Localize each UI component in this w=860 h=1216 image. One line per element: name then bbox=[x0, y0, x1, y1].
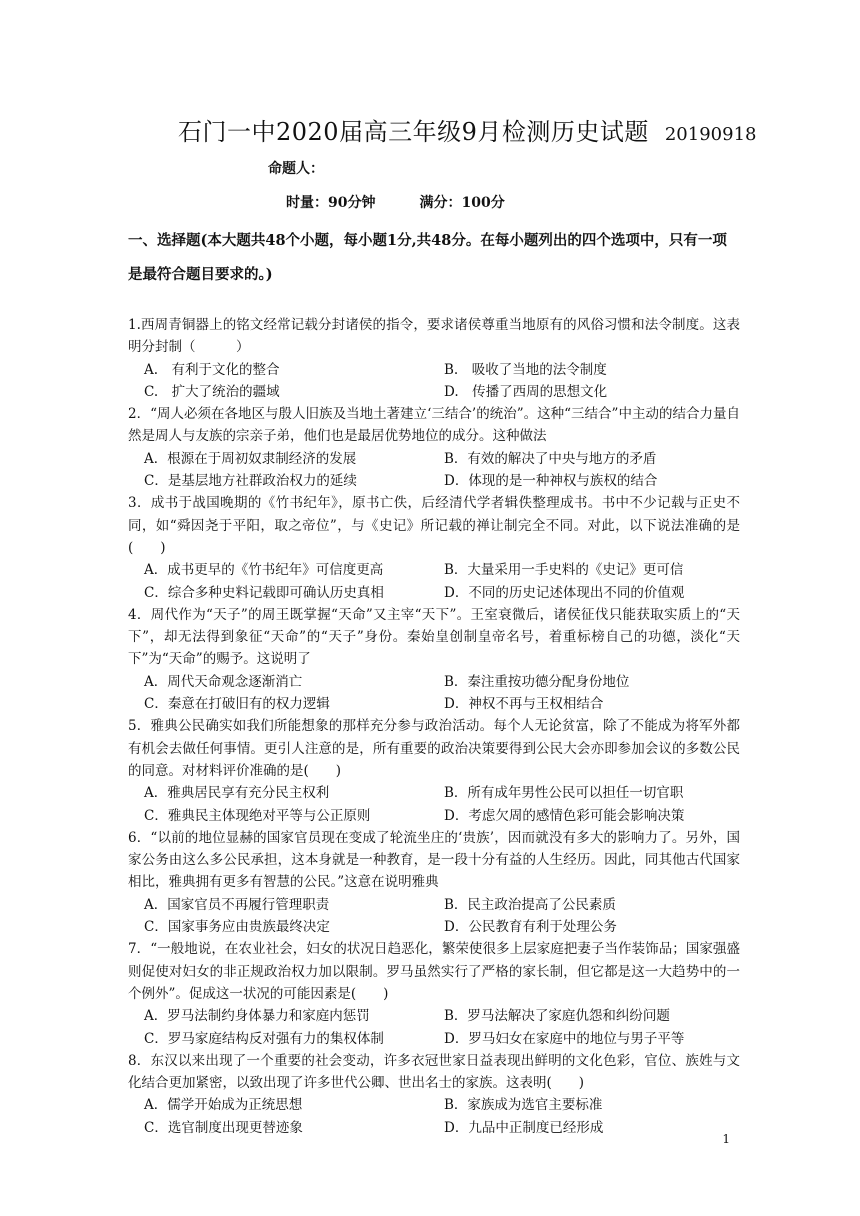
question-5 bbox=[128, 715, 740, 826]
option-d: D．九品中正制度已经形成 bbox=[444, 1119, 604, 1136]
option-b: B．秦注重按功德分配身份地位 bbox=[444, 673, 630, 690]
option-b: B．大量采用一手史料的《史记》更可信 bbox=[444, 562, 684, 579]
option-d: D. 传播了西周的思想文化 bbox=[444, 383, 608, 400]
option-d: D．考虑欠周的感情色彩可能会影响决策 bbox=[444, 807, 685, 824]
question-7 bbox=[128, 938, 740, 1049]
option-d: D．不同的历史记述体现出不同的价值观 bbox=[444, 584, 685, 601]
question-1 bbox=[128, 314, 740, 403]
option-c: C．国家事务应由贵族最终决定 bbox=[144, 919, 330, 936]
option-b: B．有效的解决了中央与地方的矛盾 bbox=[444, 450, 657, 467]
option-a: A．雅典居民享有充分民主权利 bbox=[144, 785, 330, 802]
question-3 bbox=[128, 492, 740, 603]
question-stem: 2．“周人必须在各地区与殷人旧族及当地土著建立‘三结合’的统治”。这种“三结合”中主动的结合力量自然是周人与友族的宗亲子弟，他们也是最居优势地位的成分。这种做法 bbox=[128, 406, 740, 445]
question-stem: 3．成书于战国晚期的《竹书纪年》，原书亡佚，后经清代学者辑佚整理成书。书中不少记载与正史不同，如“舜因尧于平阳，取之帝位”，与《史记》所记载的禅让制完全不同。对此，以下说法准确的是( ) bbox=[128, 495, 740, 556]
option-c: C．雅典民主体现绝对平等与公正原则 bbox=[144, 807, 371, 824]
exam-date: 20190918 bbox=[664, 124, 757, 145]
question-8 bbox=[128, 1050, 740, 1139]
option-b: B．家族成为选官主要标准 bbox=[444, 1097, 603, 1114]
option-a: A．罗马法制约身体暴力和家庭内惩罚 bbox=[144, 1008, 370, 1025]
option-c: C. 扩大了统治的疆域 bbox=[144, 383, 280, 400]
option-c: C．罗马家庭结构反对强有力的集权体制 bbox=[144, 1030, 384, 1047]
title-text: 石门一中2020届高三年级9月检测历史试题 bbox=[178, 118, 649, 146]
option-b: B．所有成年男性公民可以担任一切官职 bbox=[444, 785, 684, 802]
option-a: A．成书更早的《竹书纪年》可信度更高 bbox=[144, 562, 384, 579]
question-stem: 7．“一般地说，在农业社会，妇女的状况日趋恶化，繁荣使很多上层家庭把妻子当作装饰品；国家强盛则促使对妇女的非正规政治权力加以限制。罗马虽然实行了严格的家长制，但它都是这一大趋势中的一个例外”。促成这一状况的可能因素是( ) bbox=[128, 941, 740, 1002]
exam-title bbox=[178, 112, 757, 147]
option-b: B. 吸收了当地的法令制度 bbox=[444, 361, 607, 378]
option-a: A．周代天命观念逐渐消亡 bbox=[144, 673, 303, 690]
question-stem: 6．“以前的地位显赫的国家官员现在变成了轮流坐庄的‘贵族’，因而就没有多大的影响力了。另外，国家公务由这么多公民承担，这本身就是一种教育，是一段十分有益的人生经历。因此，同其他古代国家相比，雅典拥有更多有智慧的公民。”这意在说明雅典 bbox=[128, 829, 740, 891]
question-stem: 4．周代作为“天子”的周王既掌握“天命”又主宰“天下”。王室衰微后，诸侯征伐只能获取实质上的“天下”，却无法得到象征“天命”的“天子”身份。秦始皇创制皇帝名号，着重标榜自己的功德，淡化“天下”为“天命”的赐予。这说明了 bbox=[128, 606, 740, 668]
question-stem: 5．雅典公民确实如我们所能想象的那样充分参与政治活动。每个人无论贫富，除了不能成为将军外都有机会去做任何事情。更引人注意的是，所有重要的政治决策要得到公民大会亦即参加会议的多数公民的同意。对材料评价准确的是( ) bbox=[128, 718, 740, 779]
time-limit: 时量：90分钟 bbox=[286, 195, 376, 211]
option-c: C．选官制度出现更替迹象 bbox=[144, 1119, 303, 1136]
option-d: D．罗马妇女在家庭中的地位与男子平等 bbox=[444, 1030, 685, 1047]
option-a: A. 有利于文化的整合 bbox=[144, 361, 280, 378]
author-label: 命题人： bbox=[268, 161, 324, 177]
question-list bbox=[128, 314, 740, 1139]
page-number: 1 bbox=[722, 1132, 730, 1146]
option-c: C．是基层地方社群政治权力的延续 bbox=[144, 473, 357, 490]
section-heading: 一、选择题(本大题共48个小题，每小题1分,共48分。在每小题列出的四个选项中，只有一项是最符合题目要求的。) bbox=[128, 232, 727, 283]
option-d: D．神权不再与王权相结合 bbox=[444, 696, 604, 713]
question-stem: 8．东汉以来出现了一个重要的社会变动，许多衣冠世家日益表现出鲜明的文化色彩，官位、族姓与文化结合更加紧密，以致出现了许多世代公卿、世出名士的家族。这表明( ) bbox=[128, 1052, 740, 1092]
option-d: D．公民教育有利于处理公务 bbox=[444, 919, 617, 936]
question-6 bbox=[128, 827, 740, 938]
option-b: B．民主政治提高了公民素质 bbox=[444, 896, 616, 913]
option-c: C．秦意在打破旧有的权力逻辑 bbox=[144, 696, 330, 713]
option-a: A．儒学开始成为正统思想 bbox=[144, 1097, 303, 1114]
option-a: A．根源在于周初奴隶制经济的发展 bbox=[144, 450, 357, 467]
exam-info bbox=[286, 192, 505, 212]
option-c: C．综合多种史料记载即可确认历史真相 bbox=[144, 584, 384, 601]
question-stem: 1.西周青铜器上的铭文经常记载分封诸侯的指令，要求诸侯尊重当地原有的风俗习惯和法令制度。这表明分封制（ ） bbox=[128, 317, 740, 356]
full-score: 满分：100分 bbox=[419, 195, 505, 211]
question-4 bbox=[128, 604, 740, 715]
option-b: B．罗马法解决了家庭仇怨和纠纷问题 bbox=[444, 1008, 670, 1025]
option-d: D．体现的是一种神权与族权的结合 bbox=[444, 473, 658, 490]
question-2 bbox=[128, 403, 740, 492]
option-a: A．国家官员不再履行管理职责 bbox=[144, 896, 330, 913]
